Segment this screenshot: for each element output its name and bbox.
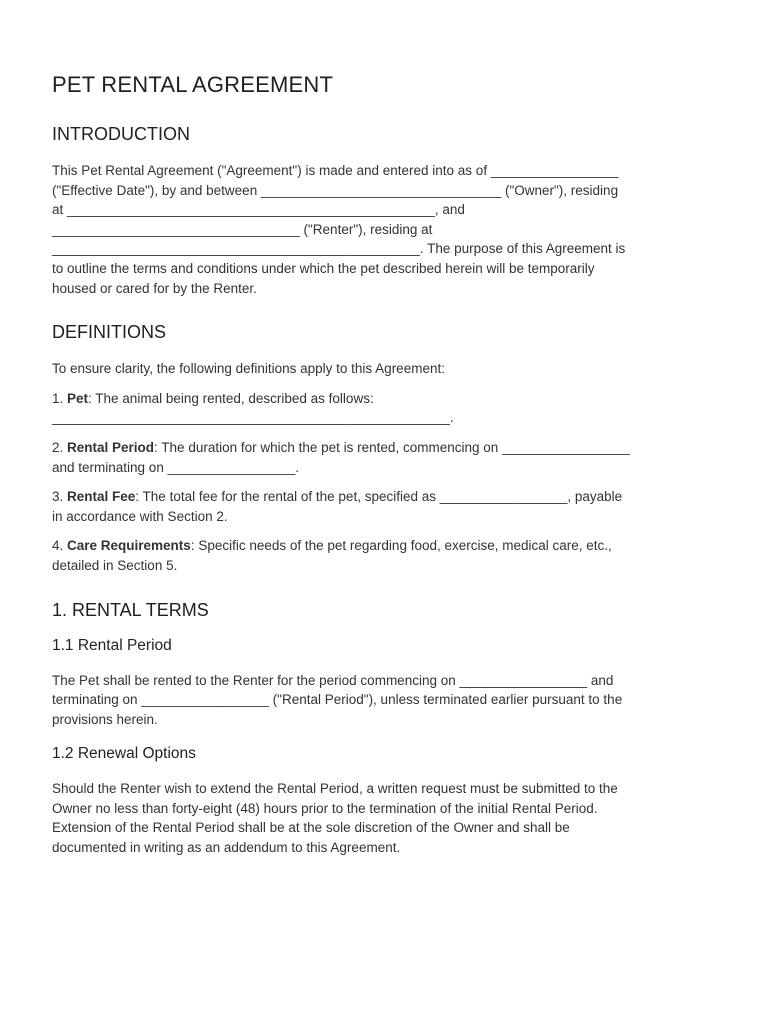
definition-item-rental-period <box>52 438 718 477</box>
item-number: 4. <box>52 538 68 554</box>
text-line: Extension of the Rental Period shall be at the sole discretion of the Owner and shall be <box>52 820 570 836</box>
definition-text: : The animal being rented, described as follows: <box>88 390 374 406</box>
text-line: Should the Renter wish to extend the Rental Period, a written request must be submitted to the <box>52 781 618 797</box>
text-line: terminating on _________________ ("Rental Period"), unless terminated earlier pursuant to the <box>52 692 623 708</box>
introduction-section <box>52 124 718 298</box>
definition-term: Rental Fee <box>67 489 136 505</box>
definitions-heading: DEFINITIONS <box>52 322 167 343</box>
definition-term: Pet <box>67 390 89 406</box>
rental-period-paragraph <box>52 671 718 730</box>
text-line: The Pet shall be rented to the Renter for the period commencing on _________________ and <box>52 672 614 688</box>
text-line: at _________________________________________________, and <box>52 202 465 218</box>
definition-text: : Specific needs of the pet regarding food, exercise, medical care, etc., <box>190 538 612 554</box>
rental-terms-section <box>52 600 718 858</box>
definition-term: Rental Period <box>67 439 155 455</box>
text-line: ("Effective Date"), by and between ________________________________ ("Owner"), residing <box>52 182 619 198</box>
item-number: 2. <box>52 439 68 455</box>
renewal-options-heading: 1.2 Renewal Options <box>52 745 196 763</box>
text-line: housed or cared for by the Renter. <box>52 280 257 296</box>
text-line <box>52 438 718 458</box>
definition-term: Care Requirements <box>67 538 191 554</box>
introduction-paragraph <box>52 161 718 298</box>
text-line: to outline the terms and conditions under which the pet described herein will be temporarily <box>52 260 595 276</box>
text-line: Owner no less than forty-eight (48) hours prior to the termination of the initial Rental Period. <box>52 800 598 816</box>
text-line <box>52 389 718 409</box>
text-line: _____________________________________________________. <box>52 410 454 426</box>
text-line: in accordance with Section 2. <box>52 508 228 524</box>
definitions-section <box>52 322 718 575</box>
rental-period-heading: 1.1 Rental Period <box>52 636 172 654</box>
definition-text: : The duration for which the pet is rented, commencing on _________________ <box>154 439 630 455</box>
document-title: PET RENTAL AGREEMENT <box>52 72 334 97</box>
renewal-options-paragraph <box>52 779 718 857</box>
text-line: provisions herein. <box>52 711 158 727</box>
definitions-intro: To ensure clarity, the following definitions apply to this Agreement: <box>52 361 445 377</box>
item-number: 3. <box>52 489 68 505</box>
text-line: documented in writing as an addendum to this Agreement. <box>52 840 401 856</box>
rental-terms-heading: 1. RENTAL TERMS <box>52 599 209 620</box>
text-line: This Pet Rental Agreement ("Agreement") is made and entered into as of _________________ <box>52 163 619 178</box>
definition-item-pet <box>52 389 718 428</box>
introduction-heading: INTRODUCTION <box>52 124 190 144</box>
definition-item-rental-fee <box>52 487 718 526</box>
text-line: _________________________________ ("Renter"), residing at <box>52 221 433 237</box>
text-line <box>52 536 718 556</box>
text-line: detailed in Section 5. <box>52 557 178 573</box>
item-number: 1. <box>52 390 68 406</box>
text-line <box>52 487 718 507</box>
text-line: and terminating on _________________. <box>52 459 299 475</box>
definition-item-care-requirements <box>52 536 718 575</box>
definition-text: : The total fee for the rental of the pet, specified as _________________, payable <box>135 489 623 505</box>
text-line: _________________________________________________. The purpose of this Agreement is <box>52 241 626 257</box>
